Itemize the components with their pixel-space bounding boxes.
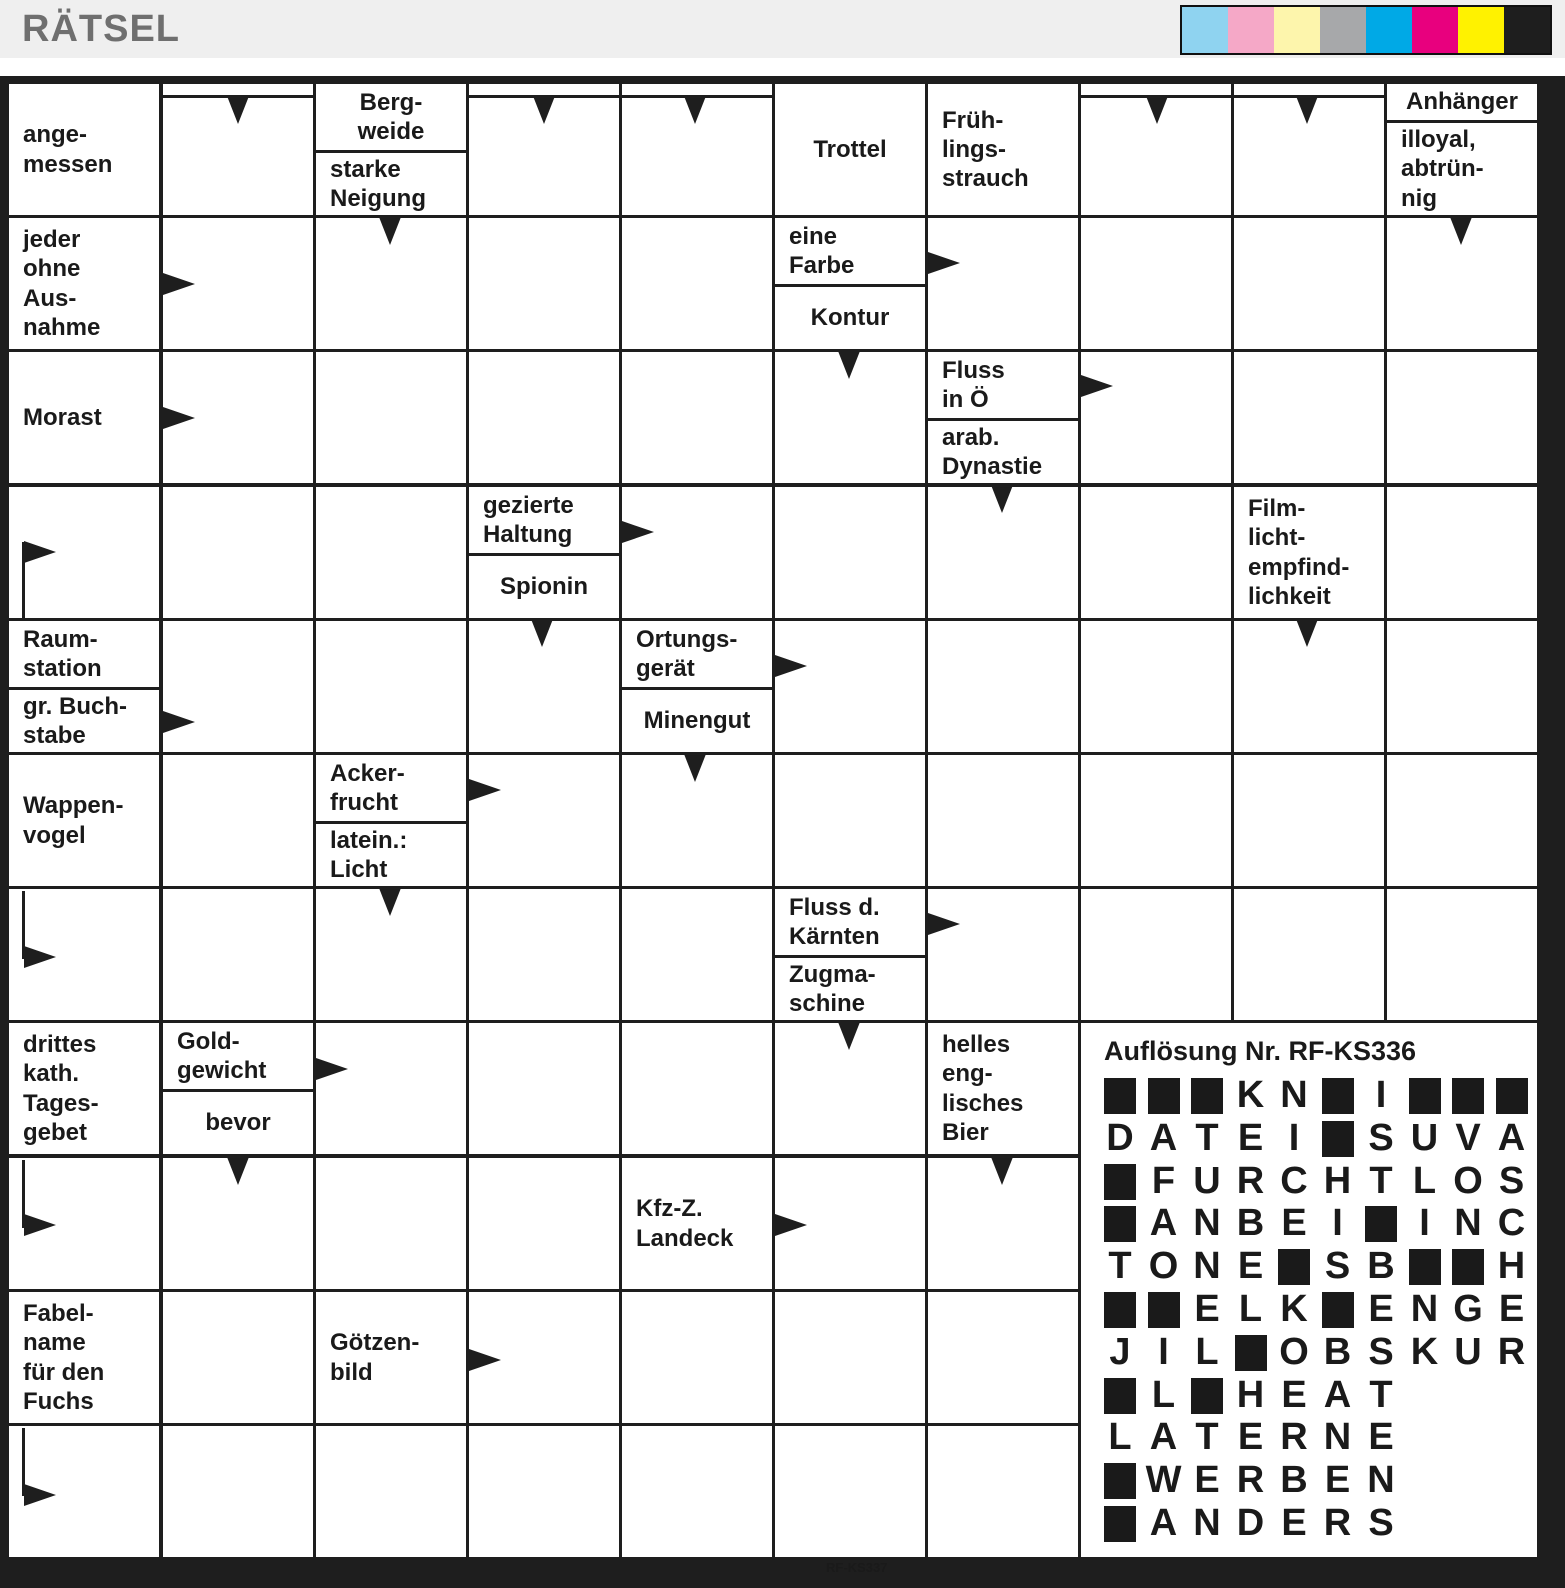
solution-letter: B	[1280, 1459, 1308, 1502]
arrow-down-icon	[531, 619, 553, 647]
solution-letter: H	[1497, 1245, 1526, 1288]
clue-c31: Fabel- name für den Fuchs	[23, 1299, 105, 1415]
solution-letter: N	[1323, 1416, 1352, 1459]
solution-letter: E	[1237, 1245, 1264, 1288]
arrow-down-icon	[1146, 96, 1168, 124]
arrow-down-icon	[1296, 96, 1318, 124]
blocked-square	[1104, 1292, 1136, 1328]
arrow-down-icon	[838, 1022, 860, 1050]
solution-letter: E	[1194, 1288, 1220, 1330]
grid-cell[interactable]	[163, 755, 313, 886]
solution-letter: S	[1324, 1245, 1351, 1288]
solution-letter: E	[1194, 1459, 1220, 1502]
grid-cell[interactable]	[163, 1426, 313, 1557]
arrow-right-icon	[622, 521, 654, 543]
grid-cell[interactable]	[1387, 487, 1537, 618]
arrow-down-icon	[379, 888, 401, 916]
grid-cell[interactable]	[469, 352, 619, 483]
solution-letter: U	[1193, 1159, 1221, 1202]
solution-letter: I	[1332, 1202, 1343, 1245]
grid-cell[interactable]	[928, 1426, 1078, 1557]
solution-letter: B	[1236, 1202, 1265, 1245]
solution-letter: S	[1498, 1159, 1525, 1202]
clue-c7: illoyal, abtrün- nig	[1401, 126, 1484, 212]
solution-letter: R	[1236, 1159, 1265, 1202]
color-swatch	[1320, 7, 1366, 53]
solution-letter: R	[1497, 1330, 1526, 1373]
solution-letter: I	[1158, 1330, 1169, 1373]
arrow-right-icon	[469, 779, 501, 801]
clue-c1: ange- messen	[23, 121, 113, 178]
solution-letter: F	[1151, 1159, 1176, 1202]
arrow-down-icon	[1450, 217, 1472, 245]
clue-c27: Gold- gewicht	[177, 1027, 267, 1084]
solution-letter: N	[1280, 1074, 1308, 1116]
blocked-square	[1322, 1292, 1354, 1328]
clue-c32: Götzen- bild	[330, 1329, 420, 1386]
arrow-down-icon	[379, 217, 401, 245]
grid-cell[interactable]	[928, 755, 1078, 886]
arrow-down-icon	[838, 351, 860, 379]
solution-letter: T	[1195, 1116, 1219, 1159]
clue-c16: Film- licht- empfind- lichkeit	[1248, 494, 1350, 610]
header-bar	[0, 0, 1565, 58]
arrow-right-icon	[24, 1484, 56, 1506]
solution-letter: H	[1236, 1373, 1265, 1416]
solution-letter: E	[1281, 1502, 1307, 1544]
clue-c2: Berg- weide	[357, 88, 425, 145]
solution-letter: L	[1238, 1288, 1263, 1330]
grid-cell[interactable]	[1387, 889, 1537, 1020]
clue-c23: latein.: Licht	[330, 826, 408, 883]
blocked-square	[1496, 1078, 1528, 1114]
clue-c8: jeder ohne Aus- nahme	[23, 225, 101, 341]
clue-c19: Ortungs- gerät	[636, 625, 738, 682]
solution-letter: T	[1369, 1373, 1393, 1416]
clue-c9: eine Farbe	[789, 222, 855, 279]
solution-letter: G	[1453, 1288, 1483, 1330]
solution-letter: E	[1281, 1373, 1307, 1416]
color-swatch	[1228, 7, 1274, 53]
grid-cell[interactable]	[1234, 889, 1384, 1020]
clue-c22: Acker- frucht	[330, 759, 405, 816]
color-swatch	[1182, 7, 1228, 53]
grid-cell[interactable]	[1387, 621, 1537, 752]
blocked-square	[1278, 1249, 1310, 1285]
blocked-square	[1409, 1249, 1441, 1285]
grid-cell[interactable]	[775, 1426, 925, 1557]
solution-letter: T	[1195, 1416, 1219, 1459]
grid-cell[interactable]	[163, 889, 313, 1020]
grid-cell[interactable]	[1081, 218, 1231, 349]
solution-letter: B	[1323, 1330, 1352, 1373]
color-swatch	[1458, 7, 1504, 53]
grid-cell[interactable]	[1387, 352, 1537, 483]
blocked-square	[1104, 1206, 1136, 1242]
solution-letter: L	[1108, 1416, 1132, 1459]
arrow-right-icon	[163, 273, 195, 295]
grid-cell[interactable]	[163, 1292, 313, 1423]
grid-cell[interactable]	[1081, 621, 1231, 752]
solution-letter: S	[1368, 1330, 1394, 1373]
solution-letter: I	[1288, 1116, 1300, 1159]
solution-letter: R	[1236, 1459, 1265, 1502]
solution-letter: E	[1237, 1116, 1264, 1159]
grid-cell[interactable]	[1081, 889, 1231, 1020]
solution-title: Auflösung Nr. RF-KS336	[1104, 1036, 1417, 1066]
solution-letter: S	[1368, 1116, 1394, 1159]
clue-c25: Zugma- schine	[789, 960, 876, 1017]
solution-letter: J	[1109, 1330, 1131, 1373]
grid-cell[interactable]	[775, 1292, 925, 1423]
solution-letter: S	[1368, 1502, 1394, 1544]
solution-letter: D	[1236, 1502, 1265, 1544]
solution-letter: A	[1149, 1116, 1178, 1159]
grid-cell[interactable]	[622, 1292, 772, 1423]
grid-cell[interactable]	[469, 755, 619, 886]
color-swatch	[1504, 7, 1550, 53]
arrow-down-icon	[227, 1157, 249, 1185]
grid-cell[interactable]	[316, 1023, 466, 1154]
solution-letter: W	[1145, 1459, 1182, 1502]
solution-letter: U	[1410, 1116, 1439, 1159]
solution-letter: D	[1106, 1116, 1134, 1159]
arrow-down-icon	[227, 96, 249, 124]
solution-letter: E	[1237, 1416, 1264, 1459]
arrow-right-icon	[24, 1214, 56, 1236]
solution-letter: K	[1410, 1330, 1439, 1373]
solution-letter: U	[1454, 1330, 1482, 1373]
solution-letter: N	[1454, 1202, 1482, 1245]
grid-cell[interactable]	[622, 1426, 772, 1557]
blocked-square	[1104, 1164, 1136, 1200]
clue-c14: gezierte Haltung	[483, 491, 574, 548]
arrow-down-icon	[684, 96, 706, 124]
blocked-square	[1148, 1292, 1180, 1328]
grid-cell[interactable]	[928, 1292, 1078, 1423]
grid-cell[interactable]	[1234, 352, 1384, 483]
solution-letter: L	[1412, 1159, 1437, 1202]
clue-c3: starke Neigung	[330, 155, 426, 212]
arrow-down-icon	[991, 485, 1013, 513]
solution-letter: A	[1497, 1116, 1526, 1159]
grid-cell[interactable]	[316, 621, 466, 752]
grid-cell[interactable]	[775, 621, 925, 752]
solution-letter: I	[1419, 1202, 1430, 1245]
grid-cell[interactable]	[316, 1426, 466, 1557]
solution-letter: O	[1148, 1245, 1179, 1288]
blocked-square	[1322, 1078, 1354, 1114]
blocked-square	[1104, 1506, 1136, 1542]
clue-c4: Trottel	[813, 135, 887, 163]
arrow-right-icon	[1081, 375, 1113, 397]
solution-letter: R	[1323, 1502, 1352, 1544]
color-calibration-swatches	[1180, 5, 1552, 55]
solution-letter: N	[1193, 1202, 1221, 1245]
grid-cell[interactable]	[622, 889, 772, 1020]
grid-cell[interactable]	[1081, 487, 1231, 618]
clue-c24: Fluss d. Kärnten	[789, 893, 880, 950]
solution-panel	[1082, 1024, 1535, 1544]
arrow-right-icon	[24, 541, 56, 563]
solution-letter: T	[1108, 1245, 1132, 1288]
clue-c12: Fluss in Ö	[942, 356, 1005, 413]
clue-c5: Früh- lings- strauch	[942, 106, 1029, 193]
blocked-square	[1409, 1078, 1441, 1114]
solution-letter: E	[1368, 1288, 1394, 1330]
arrow-right-icon	[928, 913, 960, 935]
color-swatch	[1274, 7, 1320, 53]
arrow-right-icon	[24, 946, 56, 968]
blocked-square	[1104, 1078, 1136, 1114]
arrow-down-icon	[1296, 619, 1318, 647]
page-title: RÄTSEL	[22, 8, 180, 50]
color-swatch	[1366, 7, 1412, 53]
grid-cell[interactable]	[316, 352, 466, 483]
solution-letter: K	[1236, 1074, 1265, 1116]
arrow-right-icon	[316, 1058, 348, 1080]
puzzle-code: RF-KS337	[826, 1560, 888, 1575]
solution-letter: A	[1149, 1202, 1178, 1245]
clue-c29: helles eng- lisches Bier	[942, 1030, 1024, 1146]
clue-c26: drittes kath. Tages- gebet	[23, 1030, 99, 1146]
solution-letter: E	[1324, 1459, 1351, 1502]
grid-cell[interactable]	[1234, 755, 1384, 886]
solution-letter: R	[1280, 1416, 1308, 1459]
solution-letter: K	[1280, 1288, 1308, 1330]
solution-letter: E	[1498, 1288, 1525, 1330]
clue-c10: Kontur	[810, 304, 890, 332]
solution-letter: E	[1281, 1202, 1307, 1245]
blocked-square	[1322, 1121, 1354, 1157]
grid-cell[interactable]	[316, 1158, 466, 1289]
arrow-right-icon	[469, 1349, 501, 1371]
arrow-right-icon	[775, 1214, 807, 1236]
clue-c30: Kfz-Z. Landeck	[636, 1195, 734, 1252]
solution-letter: O	[1453, 1159, 1483, 1202]
solution-letter: V	[1455, 1116, 1481, 1159]
solution-letter: L	[1151, 1373, 1176, 1416]
blocked-square	[1452, 1249, 1484, 1285]
grid-cell[interactable]	[928, 218, 1078, 349]
grid-cell[interactable]	[1387, 755, 1537, 886]
grid-cell[interactable]	[928, 889, 1078, 1020]
blocked-square	[1148, 1078, 1180, 1114]
grid-cell[interactable]	[469, 218, 619, 349]
color-swatch	[1412, 7, 1458, 53]
solution-letter: E	[1368, 1416, 1394, 1459]
arrow-down-icon	[533, 96, 555, 124]
blocked-square	[1104, 1463, 1136, 1499]
solution-letter: L	[1195, 1330, 1219, 1373]
blocked-square	[1104, 1378, 1136, 1414]
solution-letter: A	[1149, 1502, 1178, 1544]
grid-cell[interactable]	[469, 1158, 619, 1289]
grid-cell[interactable]	[1081, 755, 1231, 886]
arrow-right-icon	[163, 407, 195, 429]
grid-cell[interactable]	[622, 487, 772, 618]
blocked-square	[1235, 1335, 1267, 1371]
clue-c17: Raum- station	[23, 625, 102, 682]
arrow-down-icon	[684, 754, 706, 782]
clue-c11: Morast	[23, 403, 102, 431]
arrow-right-icon	[928, 252, 960, 274]
solution-letter: O	[1279, 1330, 1309, 1373]
clue-c21: Wappen- vogel	[23, 792, 124, 849]
arrow-right-icon	[163, 711, 195, 733]
blocked-square	[1452, 1078, 1484, 1114]
grid-cell[interactable]	[775, 755, 925, 886]
solution-letter: H	[1323, 1159, 1352, 1202]
solution-letter: A	[1323, 1373, 1352, 1416]
grid-cell[interactable]	[1234, 218, 1384, 349]
solution-letter: N	[1410, 1288, 1439, 1330]
grid-cell[interactable]	[469, 1426, 619, 1557]
grid-cell[interactable]	[469, 889, 619, 1020]
solution-letter: B	[1367, 1245, 1395, 1288]
arrow-right-icon	[775, 655, 807, 677]
grid-cell[interactable]	[469, 1023, 619, 1154]
arrow-down-icon	[991, 1157, 1013, 1185]
grid-cell[interactable]	[928, 621, 1078, 752]
clue-c18: gr. Buch- stabe	[23, 692, 128, 749]
solution-letter: I	[1375, 1074, 1387, 1116]
grid-cell[interactable]	[316, 487, 466, 618]
solution-letter: T	[1369, 1159, 1393, 1202]
solution-letter: N	[1193, 1502, 1221, 1544]
solution-letter: N	[1193, 1245, 1221, 1288]
solution-letter: C	[1280, 1159, 1308, 1202]
grid-cell[interactable]	[622, 352, 772, 483]
grid-cell[interactable]	[622, 218, 772, 349]
solution-letter: C	[1497, 1202, 1526, 1245]
solution-letter: A	[1149, 1416, 1178, 1459]
blocked-square	[1365, 1206, 1397, 1242]
solution-letter: N	[1367, 1459, 1395, 1502]
blocked-square	[1191, 1078, 1223, 1114]
clue-c20: Minengut	[643, 707, 751, 735]
blocked-square	[1191, 1378, 1223, 1414]
clue-c6: Anhänger	[1405, 88, 1518, 116]
grid-cell[interactable]	[622, 1023, 772, 1154]
grid-cell[interactable]	[1081, 352, 1231, 483]
clue-c15: Spionin	[500, 573, 588, 601]
grid-cell[interactable]	[163, 487, 313, 618]
clue-c28: bevor	[205, 1109, 271, 1137]
grid-cell[interactable]	[775, 487, 925, 618]
clue-c13: arab. Dynastie	[942, 423, 1043, 480]
